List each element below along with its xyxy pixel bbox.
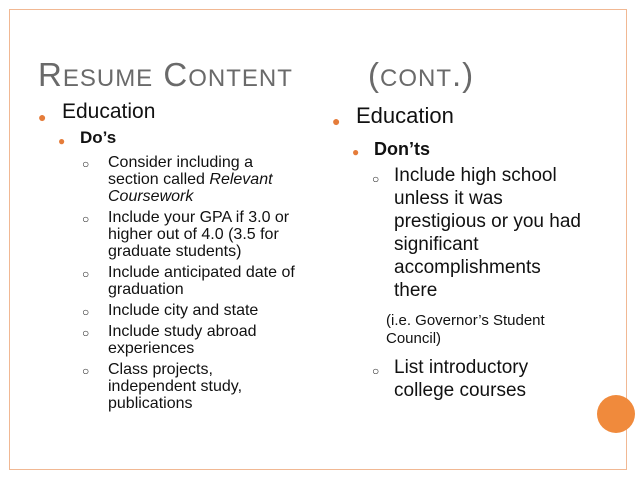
circle-bullet-icon: ○: [82, 305, 90, 319]
list-item-italic: Relevant Coursework: [108, 171, 273, 205]
title-cont-close: .): [452, 56, 475, 93]
right-column: [332, 104, 592, 402]
circle-bullet-icon: ○: [82, 267, 90, 281]
list-item-text: Include anticipated date of graduation: [108, 264, 295, 298]
right-sub-text: Don’ts: [374, 139, 430, 159]
left-sub-text: Do’s: [80, 128, 117, 147]
list-item-text: Include city and state: [108, 302, 259, 319]
left-heading-text: Education: [62, 100, 156, 123]
circle-bullet-icon: ○: [372, 364, 380, 378]
title-word-esume: ESUME: [62, 65, 154, 92]
left-list: [82, 154, 298, 412]
left-heading: [38, 100, 318, 124]
title-initial-c: C: [153, 56, 189, 93]
list-item-text: List introductory college courses: [394, 357, 529, 401]
list-item: [82, 264, 298, 298]
orange-bullet-icon: ●: [38, 109, 47, 125]
list-item: [82, 209, 298, 260]
list-item-text: Include study abroad experiences: [108, 323, 257, 357]
list-item: [82, 361, 298, 412]
list-item: [82, 323, 298, 357]
orange-bullet-icon: ●: [332, 113, 341, 129]
note-text: [372, 312, 576, 348]
orange-bullet-icon: ●: [58, 134, 66, 148]
list-item: [372, 164, 582, 302]
orange-circle-decoration: [597, 395, 635, 433]
right-heading-text: Education: [356, 103, 454, 128]
slide-title: [38, 56, 475, 94]
list-item-text: Consider including a section called: [108, 154, 253, 188]
orange-bullet-icon: ●: [352, 145, 360, 159]
circle-bullet-icon: ○: [82, 212, 90, 226]
list-item-text: Include your GPA if 3.0 or higher out of 4.0 (3.5 for graduate students): [108, 209, 290, 260]
circle-bullet-icon: ○: [82, 364, 90, 378]
title-initial-r: R: [38, 56, 63, 93]
list-item-text: Class projects, independent study, publications: [108, 361, 243, 412]
title-cont: [368, 56, 474, 94]
note-text-content: (i.e. Governor’s Student Council): [386, 312, 545, 347]
right-list: [372, 164, 582, 402]
list-item: [372, 356, 582, 402]
title-word-ontent: ONTENT: [188, 65, 293, 92]
title-cont-word: CONT: [380, 65, 452, 92]
list-item: [82, 302, 298, 319]
circle-bullet-icon: ○: [82, 157, 90, 171]
right-heading: [332, 104, 592, 128]
circle-bullet-icon: ○: [82, 326, 90, 340]
right-sub: [348, 138, 592, 160]
list-item: [82, 154, 298, 205]
left-sub: [54, 128, 318, 148]
left-column: [38, 100, 318, 412]
title-cont-open: (: [368, 56, 380, 93]
list-item-text: Include high school unless it was prestigious or you had significant accomplishments there: [394, 165, 581, 301]
circle-bullet-icon: ○: [372, 172, 380, 186]
